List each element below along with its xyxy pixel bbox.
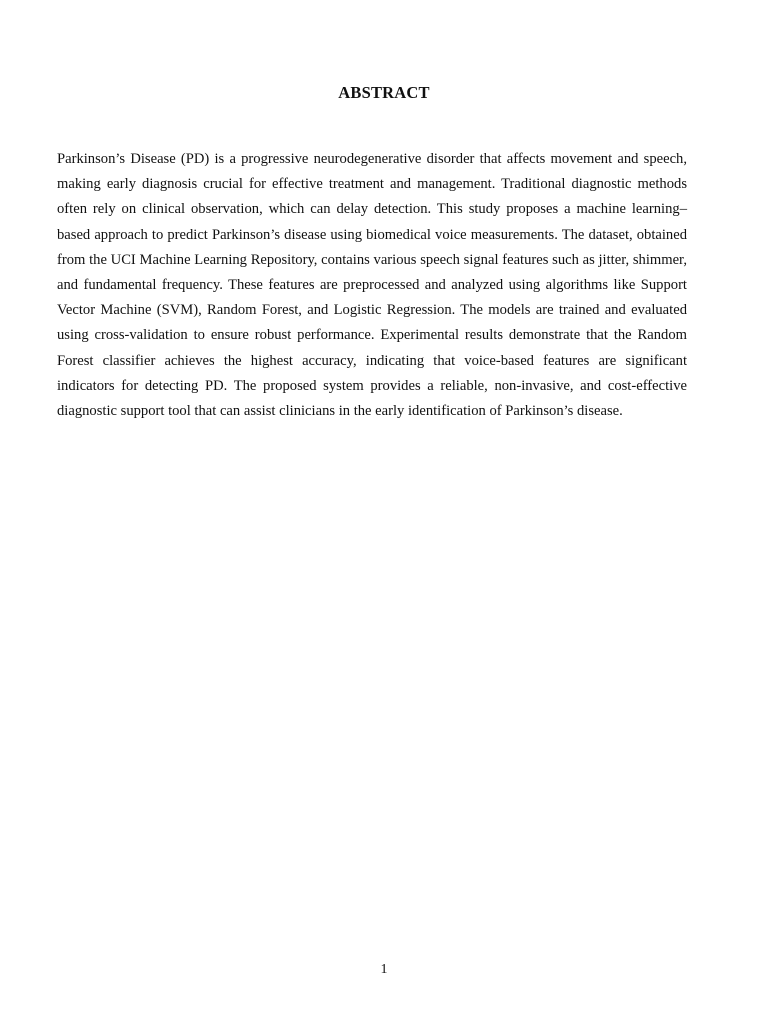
abstract-paragraph: Parkinson’s Disease (PD) is a progressive neurodegenerative disorder that affects movement and speech, making early diagnosis crucial for effective treatment and management. Traditional diagnostic methods often rely on clinical observation, which can delay detection. This study proposes a machine learning–based approach to predict Parkinson’s disease using biomedical voice measurements. The dataset, obtained from the UCI Machine Learning Repository, contains various speech signal features such as jitter, shimmer, and fundamental frequency. These features are preprocessed and analyzed using algorithms like Support Vector Machine (SVM), Random Forest, and Logistic Regression. The models are trained and evaluated using cross-validation to ensure robust performance. Experimental results demonstrate that the Random Forest classifier achieves the highest accuracy, indicating that voice-based features are significant indicators for detecting PD. The proposed system provides a reliable, non-invasive, and cost-effective diagnostic support tool that can assist clinicians in the early identification of Parkinson’s disease. [57,151,687,420]
page-number: 1 [380,962,388,977]
abstract-heading: ABSTRACT [338,83,430,102]
